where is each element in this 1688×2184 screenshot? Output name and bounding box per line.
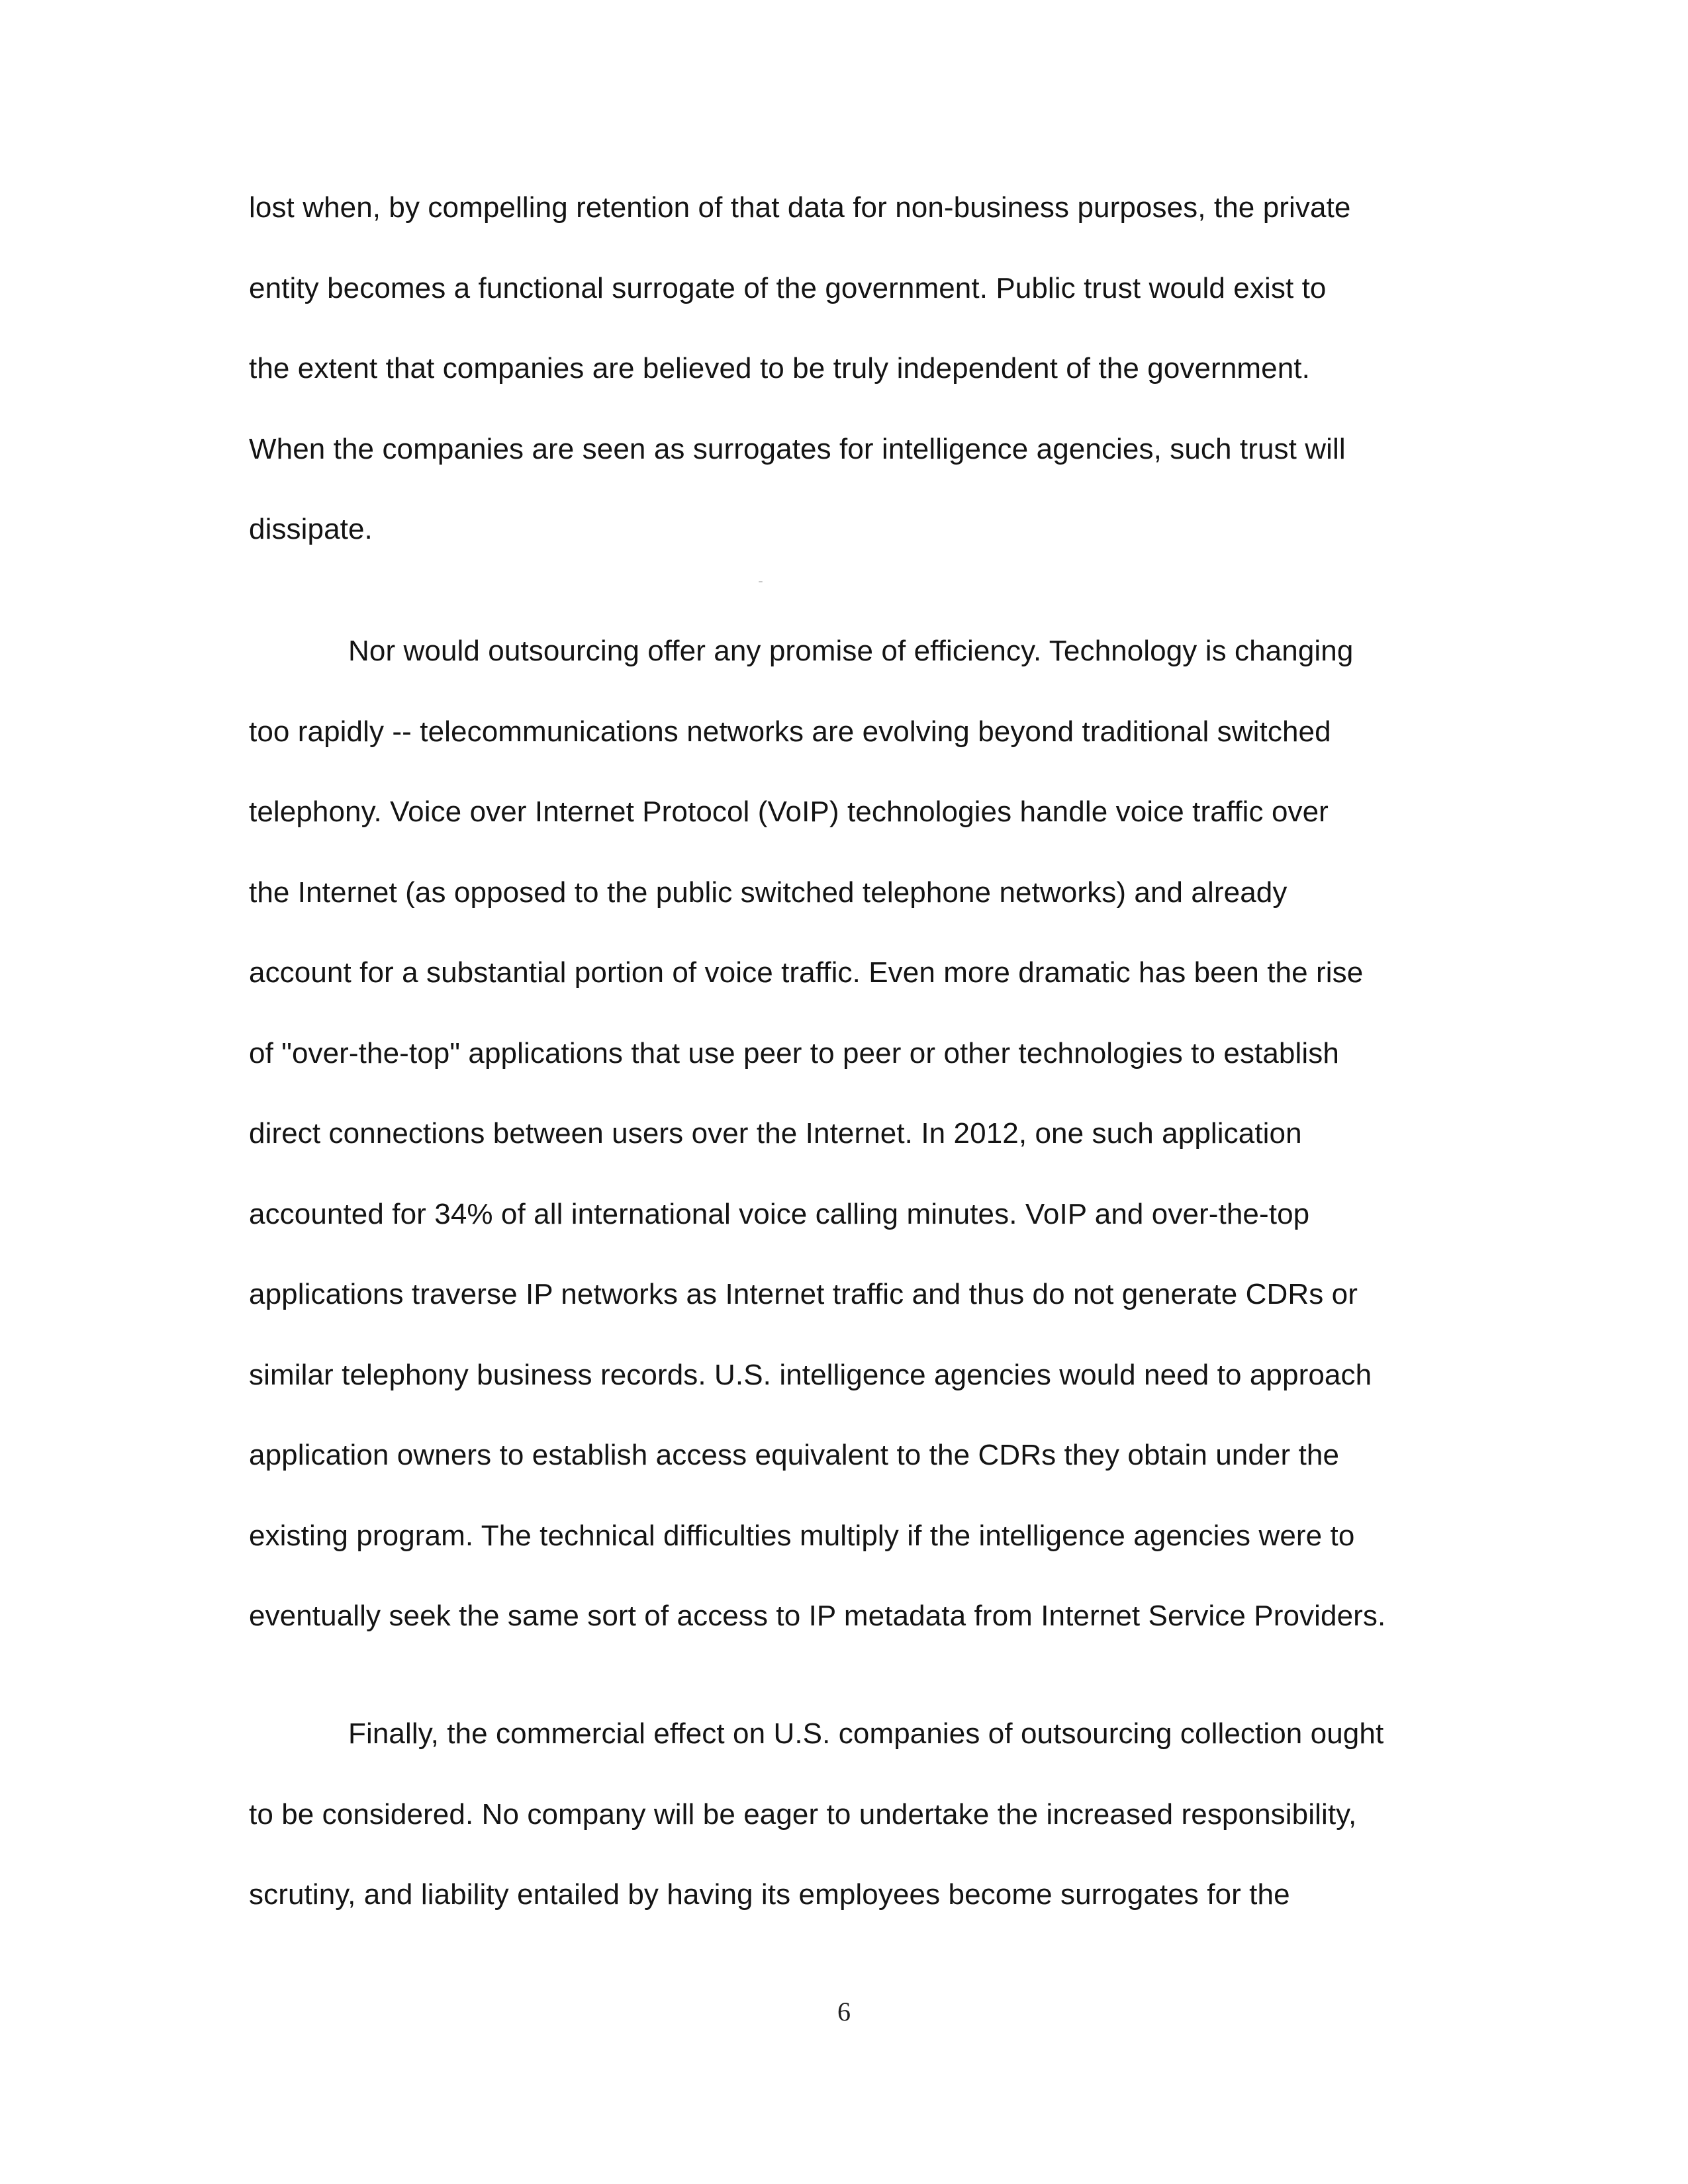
paragraph-line: Finally, the commercial effect on U.S. companies of outsourcing collection ought: [348, 1717, 1384, 1750]
paragraph-line: accounted for 34% of all international voice calling minutes. VoIP and over-the-top: [249, 1197, 1310, 1230]
paragraph-line: the extent that companies are believed to be truly independent of the government.: [249, 352, 1310, 385]
paragraph-line: entity becomes a functional surrogate of the government. Public trust would exist to: [249, 271, 1327, 304]
paragraph-line: to be considered. No company will be eager to undertake the increased responsibility,: [249, 1797, 1357, 1831]
paragraph-line: application owners to establish access equivalent to the CDRs they obtain under the: [249, 1439, 1340, 1471]
paragraph-line: too rapidly -- telecommunications networks are evolving beyond traditional switched: [249, 715, 1331, 748]
page-number: 6: [837, 1997, 851, 2026]
paragraph-commercial-effect: [249, 1694, 1434, 1935]
paragraph-line: telephony. Voice over Internet Protocol (VoIP) technologies handle voice traffic over: [249, 796, 1329, 828]
paragraph-line: the Internet (as opposed to the public switched telephone networks) and already: [249, 876, 1288, 909]
paragraph-efficiency: [249, 611, 1434, 1657]
paragraph-line: applications traverse IP networks as Internet traffic and thus do not generate CDRs or: [249, 1278, 1358, 1310]
paragraph-line: eventually seek the same sort of access to IP metadata from Internet Service Providers.: [249, 1600, 1386, 1632]
paragraph-line: lost when, by compelling retention of that data for non-business purposes, the private: [249, 191, 1351, 224]
paragraph-line: scrutiny, and liability entailed by having its employees become surrogates for the: [249, 1878, 1290, 1911]
paragraph-line: When the companies are seen as surrogates for intelligence agencies, such trust will: [249, 432, 1346, 465]
paragraph-line: dissipate.: [249, 513, 373, 545]
paragraph-line: of "over-the-top" applications that use peer to peer or other technologies to establish: [249, 1036, 1339, 1069]
paragraph-line: direct connections between users over the Internet. In 2012, one such application: [249, 1117, 1302, 1150]
paragraph-line: Nor would outsourcing offer any promise of efficiency. Technology is changing: [348, 635, 1354, 667]
paragraph-line: account for a substantial portion of voice traffic. Even more dramatic has been the rise: [249, 956, 1364, 989]
paragraph-line: existing program. The technical difficulties multiply if the intelligence agencies were to: [249, 1519, 1355, 1552]
paragraph-retention-trust: [249, 167, 1434, 570]
scan-speck: [759, 581, 763, 582]
paragraph-line: similar telephony business records. U.S. intelligence agencies would need to approach: [249, 1358, 1372, 1391]
